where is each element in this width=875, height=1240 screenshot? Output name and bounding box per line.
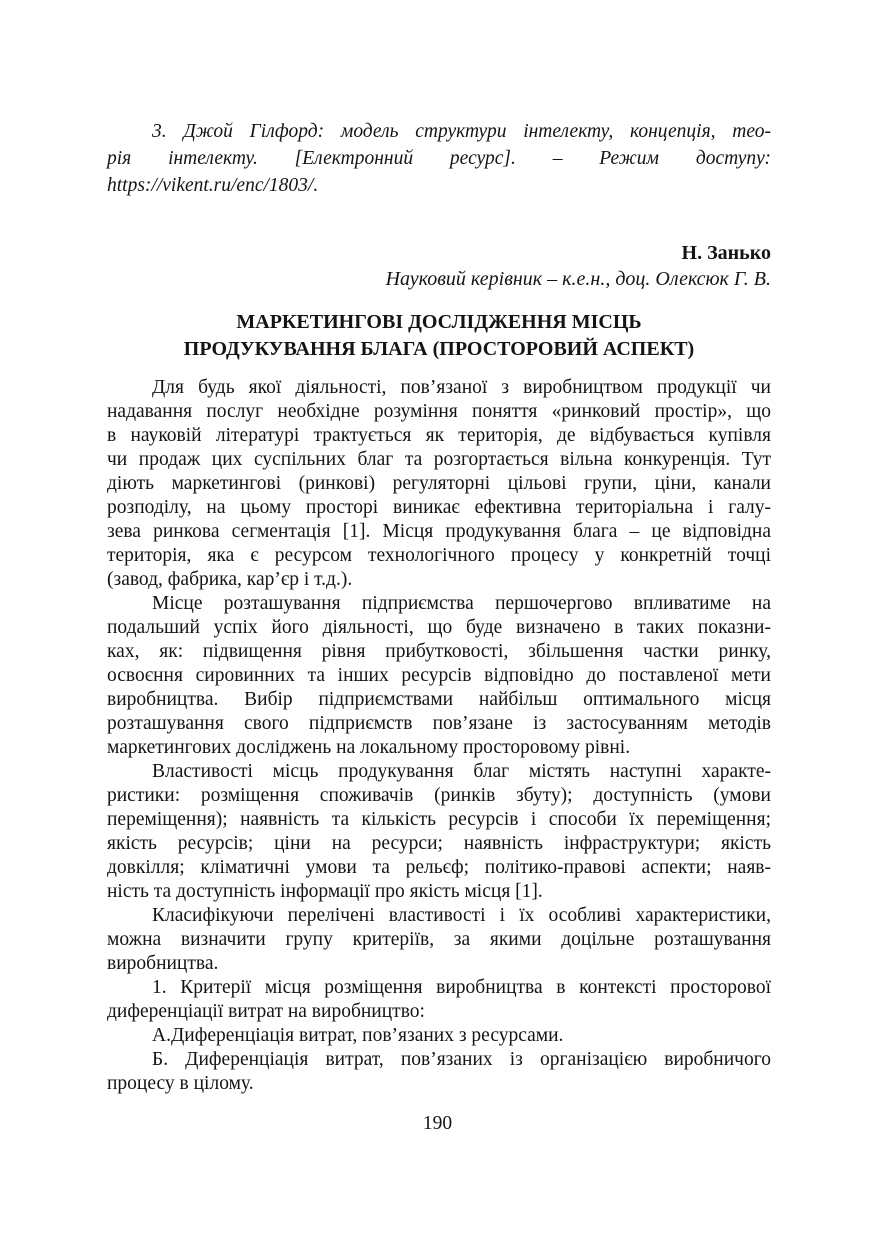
body-paragraph	[107, 904, 771, 976]
text-line: 1. Критерії місця розміщення виробництва в контексті просторової	[152, 977, 771, 998]
page-number: 190	[422, 1113, 453, 1134]
article-body	[107, 376, 771, 1096]
supervisor-line: Науковий керівник – к.е.н., доц. Олексюк Г. В.	[385, 268, 771, 290]
text-line: А.Диференціація витрат, пов’язаних з ресурсами.	[152, 1025, 564, 1046]
text-line: переміщення); наявність та кількість ресурсів і способи їх переміщення;	[107, 809, 771, 830]
text-line: МАРКЕТИНГОВІ ДОСЛІДЖЕННЯ МІСЦЬ	[236, 311, 642, 333]
text-line: можна визначити групу критеріїв, за якими доцільне розташування	[107, 929, 771, 950]
text-line: ристики: розміщення споживачів (ринків збуту); доступність (умови	[107, 785, 771, 806]
text-line: діють маркетингові (ринкові) регуляторні цільові групи, ціни, канали	[107, 473, 771, 494]
text-line: подальший успіх його діяльності, що буде визначено в таких показни-	[107, 617, 771, 638]
text-line: маркетингових досліджень на локальному просторовому рівні.	[107, 737, 631, 758]
text-line: територія, яка є ресурсом технологічного процесу у конкретній точці	[107, 545, 771, 566]
text-line: Для будь якої діяльності, пов’язаної з виробництвом продукції чи	[152, 377, 771, 398]
body-paragraph	[107, 760, 771, 904]
text-line: розподілу, на цьому просторі виникає ефективна територіальна і галу-	[107, 497, 771, 518]
text-line: 3. Джой Гілфорд: модель структури інтелекту, концепція, тео-	[152, 121, 771, 142]
text-line: Б. Диференціація витрат, пов’язаних із організацією виробничого	[152, 1049, 771, 1070]
text-line: https://vikent.ru/enc/1803/.	[107, 175, 319, 196]
text-line: диференціації витрат на виробництво:	[107, 1001, 425, 1022]
article-title	[107, 309, 771, 363]
text-line: ках, як: підвищення рівня прибутковості, збільшення частки ринку,	[107, 641, 771, 662]
body-paragraph	[107, 376, 771, 592]
text-line: надавання послуг необхідне розуміння поняття «ринковий простір», що	[107, 401, 771, 422]
text-line: рія інтелекту. [Електронний ресурс]. – Режим доступу:	[107, 148, 771, 169]
text-line: Класифікуючи перелічені властивості і їх особливі характеристики,	[152, 905, 771, 926]
text-line: (завод, фабрика, кар’єр і т.д.).	[107, 569, 353, 590]
text-line: ПРОДУКУВАННЯ БЛАГА (ПРОСТОРОВИЙ АСПЕКТ)	[183, 338, 695, 360]
text-line: ність та доступність інформації про якість місця [1].	[107, 881, 543, 902]
body-paragraph	[107, 976, 771, 1024]
text-line: чи продаж цих суспільних благ та розгортається вільна конкуренція. Тут	[107, 449, 771, 470]
text-line: в науковій літературі трактується як територія, де відбувається купівля	[107, 425, 771, 446]
text-line: Властивості місць продукування благ містять наступні характе-	[152, 761, 771, 782]
body-paragraph	[107, 592, 771, 760]
author-name: Н. Занько	[681, 242, 771, 264]
text-line: виробництва. Вибір підприємствами найбільш оптимального місця	[107, 689, 771, 710]
text-line: якість ресурсів; ціни на ресурси; наявність інфраструктури; якість	[107, 833, 771, 854]
text-line: довкілля; кліматичні умови та рельєф; політико-правові аспекти; наяв-	[107, 857, 771, 878]
body-paragraph	[107, 1024, 771, 1048]
text-line: зева ринкова сегментація [1]. Місця продукування блага – це відповідна	[107, 521, 771, 542]
text-line: виробництва.	[107, 953, 219, 974]
reference-citation	[107, 0, 771, 199]
text-line: процесу в цілому.	[107, 1073, 254, 1094]
page-content	[107, 0, 771, 1096]
body-paragraph	[107, 1048, 771, 1096]
text-line: освоєння сировинних та інших ресурсів відповідно до поставленої мети	[107, 665, 771, 686]
text-line: Місце розташування підприємства першочергово впливатиме на	[152, 593, 771, 614]
text-line: розташування свого підприємств пов’язане із застосуванням методів	[107, 713, 771, 734]
